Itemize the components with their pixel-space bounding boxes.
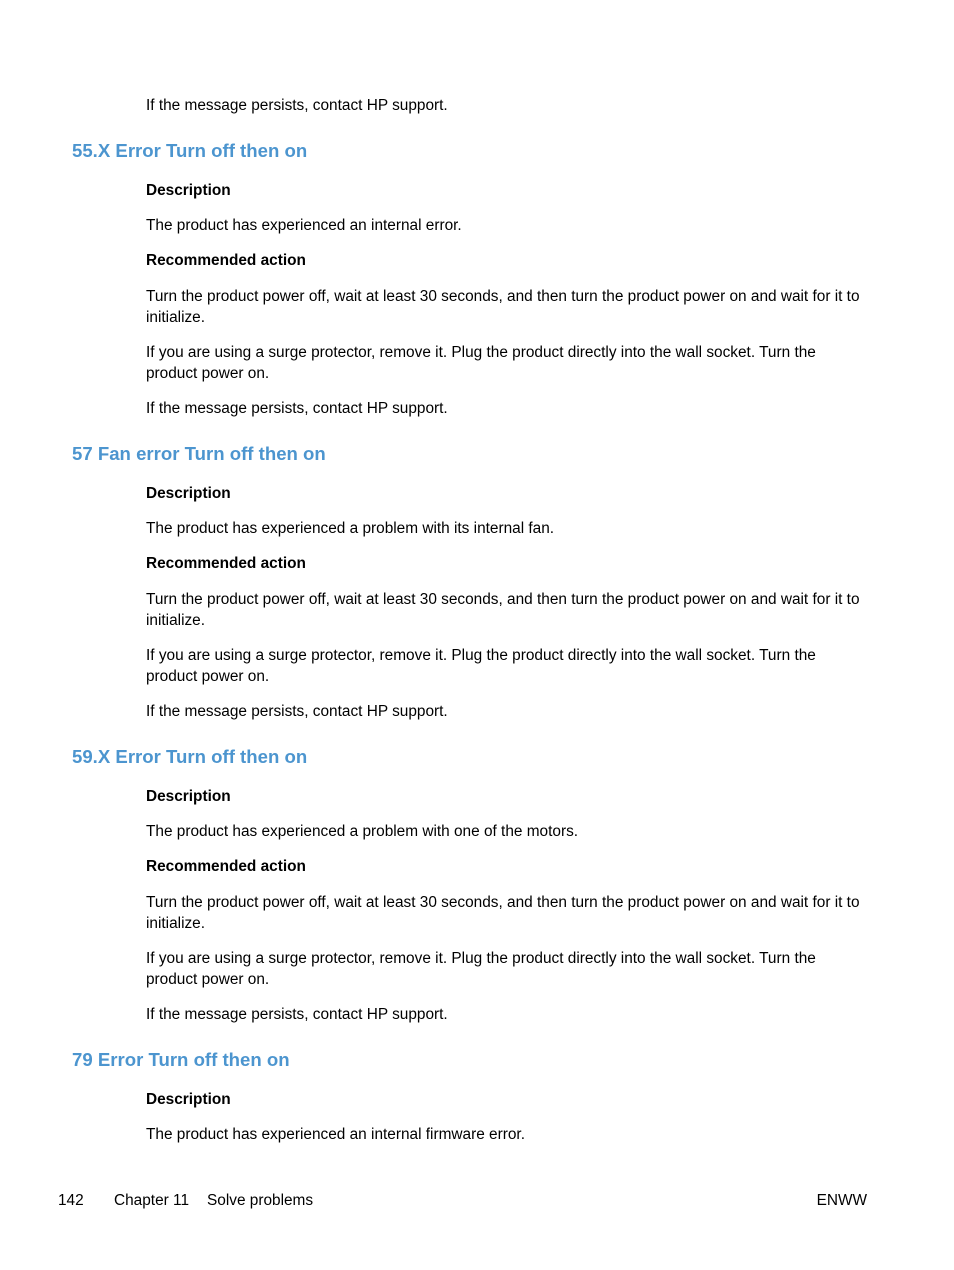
section-heading: 57 Fan error Turn off then on (72, 443, 326, 464)
action-paragraph: Turn the product power off, wait at least 30 seconds, and then turn the product power on and wait for it to initialize. (146, 288, 860, 326)
action-paragraph: If the message persists, contact HP support. (146, 1006, 448, 1023)
section-heading: 55.X Error Turn off then on (72, 140, 308, 161)
chapter-title: Solve problems (207, 1192, 314, 1209)
description-text: The product has experienced an internal firmware error. (146, 1126, 525, 1143)
section-heading: 79 Error Turn off then on (72, 1049, 290, 1070)
recommended-action-label: Recommended action (146, 858, 306, 875)
intro-paragraph: If the message persists, contact HP support. (146, 97, 448, 114)
chapter-label: Chapter 11 (114, 1192, 190, 1209)
recommended-action-label: Recommended action (146, 252, 306, 269)
action-paragraph: If the message persists, contact HP support. (146, 400, 448, 417)
description-label: Description (146, 1091, 231, 1108)
description-label: Description (146, 182, 231, 199)
recommended-action-label: Recommended action (146, 555, 306, 572)
action-paragraph: If you are using a surge protector, remove it. Plug the product directly into the wall socket. Turn the product power on. (146, 344, 816, 382)
description-text: The product has experienced an internal error. (146, 217, 462, 234)
page-number: 142 (58, 1192, 84, 1209)
section-heading: 59.X Error Turn off then on (72, 746, 308, 767)
description-label: Description (146, 788, 231, 805)
action-paragraph: If the message persists, contact HP support. (146, 703, 448, 720)
description-label: Description (146, 485, 231, 502)
action-paragraph: If you are using a surge protector, remove it. Plug the product directly into the wall socket. Turn the product power on. (146, 950, 816, 988)
description-text: The product has experienced a problem with one of the motors. (146, 823, 579, 840)
action-paragraph: If you are using a surge protector, remove it. Plug the product directly into the wall socket. Turn the product power on. (146, 647, 816, 685)
action-paragraph: Turn the product power off, wait at least 30 seconds, and then turn the product power on and wait for it to initialize. (146, 894, 860, 932)
action-paragraph: Turn the product power off, wait at least 30 seconds, and then turn the product power on and wait for it to initialize. (146, 591, 860, 629)
description-text: The product has experienced a problem with its internal fan. (146, 520, 555, 537)
locale-code: ENWW (816, 1192, 867, 1209)
